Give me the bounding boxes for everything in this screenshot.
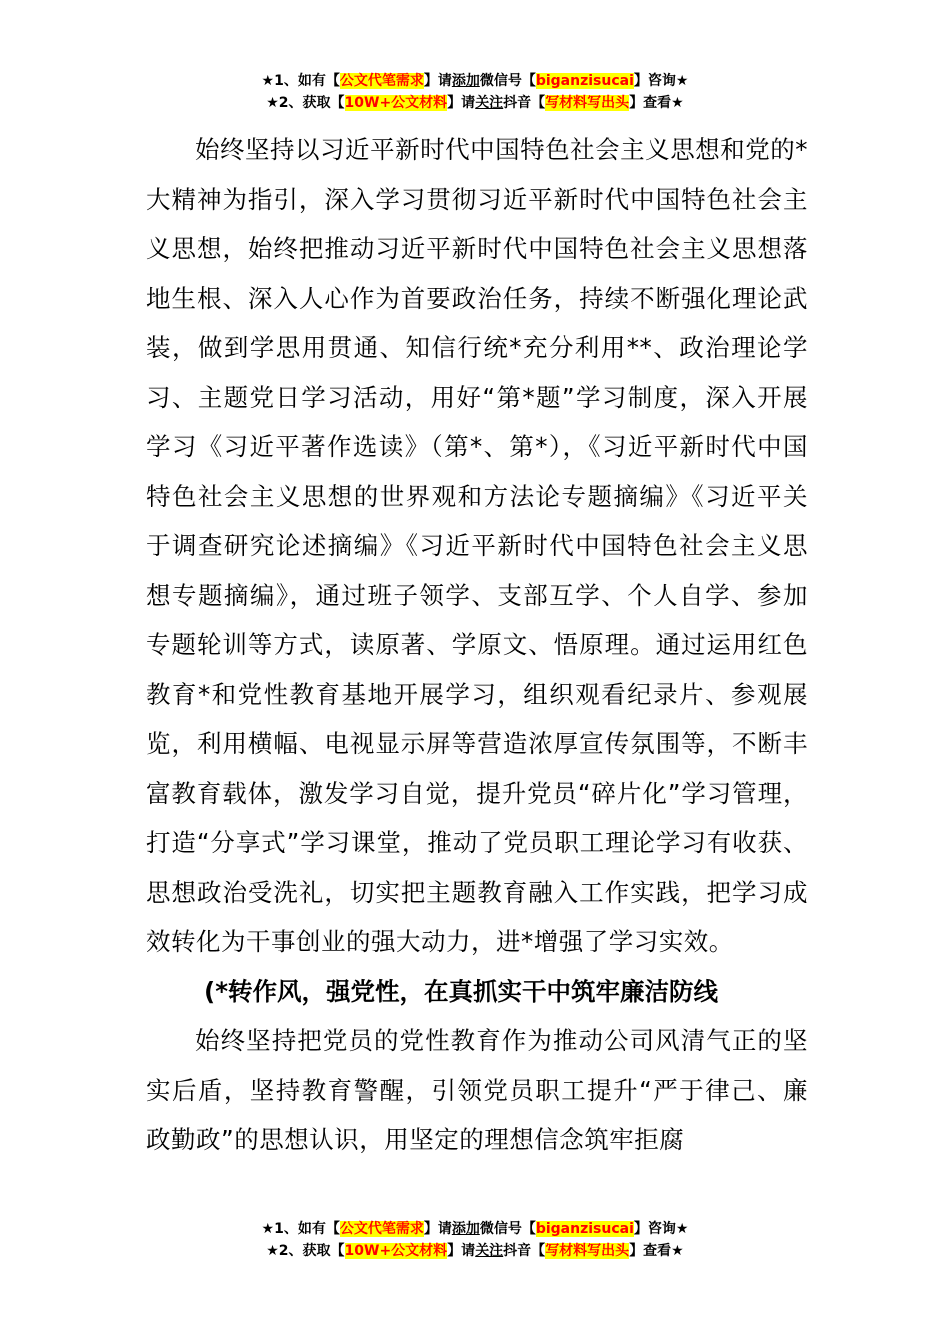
banner-text: 】请 — [447, 95, 476, 111]
banner-text: 】请 — [447, 1243, 476, 1259]
banner-highlight: 10W+公文材料 — [344, 1243, 448, 1259]
banner-highlight: 写材料写出头 — [545, 1243, 630, 1259]
banner-highlight: biganzisucai — [535, 1221, 634, 1237]
banner-underlined-text: 添加 — [451, 73, 480, 89]
footer-banner — [0, 1218, 950, 1262]
section-heading: (*转作风，强党性，在真抓实干中筑牢廉洁防线 — [204, 976, 719, 1006]
banner-text: 】查看★ — [629, 95, 684, 111]
banner-text: 抖音【 — [503, 95, 546, 111]
document-body — [146, 125, 808, 1165]
banner-highlight: 写材料写出头 — [545, 95, 630, 111]
banner-line-2 — [0, 1240, 950, 1262]
banner-line-2 — [0, 92, 950, 114]
banner-underlined-text: 关注 — [475, 1243, 504, 1259]
body-paragraph-2: 始终坚持把党员的党性教育作为推动公司风清气正的坚实后盾，坚持教育警醒，引领党员职工提升“严于律己、廉政勤政”的思想认识，用坚定的理想信念筑牢拒腐 — [146, 1026, 808, 1154]
banner-text: 】请 — [423, 1221, 452, 1237]
banner-line-1 — [0, 70, 950, 92]
banner-text: 】咨询★ — [633, 1221, 689, 1237]
banner-text: ★1、如有【 — [261, 73, 340, 89]
banner-highlight: 公文代笔需求 — [339, 1221, 424, 1237]
banner-text: 】请 — [423, 73, 452, 89]
body-paragraph-1: 始终坚持以习近平新时代中国特色社会主义思想和党的*大精神为指引，深入学习贯彻习近平新时代中国特色社会主义思想，始终把推动习近平新时代中国特色社会主义思想落地生根、深入人心作为首要政治任务，持续不断强化理论武装，做到学思用贯通、知信行统*充分利用**、政治理论学习、主题党日学习活动，用好“第*题”学习制度，深入开展学习《习近平著作选读》（第*、第*），《习近平新时代中国特色社会主义思想的世界观和方法论专题摘编》《习近平关于调查研究论述摘编》《习近平新时代中国特色社会主义思想专题摘编》，通过班子领学、支部互学、个人自学、参加专题轮训等方式，读原著、学原文、悟原理。通过运用红色教育*和党性教育基地开展学习，组织观看纪录片、参观展览，利用横幅、电视显示屏等营造浓厚宣传氛围等，不断丰富教育载体，激发学习自觉，提升党员“碎片化”学习管理，打造“分享式”学习课堂，推动了党员职工理论学习有收获、思想政治受洗礼，切实把主题教育融入工作实践，把学习成效转化为干事创业的强大动力，进*增强了学习实效。 — [146, 135, 808, 956]
banner-highlight: biganzisucai — [535, 73, 634, 89]
banner-text: 】咨询★ — [633, 73, 689, 89]
banner-line-1 — [0, 1218, 950, 1240]
banner-highlight: 10W+公文材料 — [344, 95, 448, 111]
header-banner — [0, 70, 950, 114]
banner-text: ★2、获取【 — [266, 1243, 345, 1259]
banner-underlined-text: 关注 — [475, 95, 504, 111]
banner-text: 微信号【 — [479, 73, 536, 89]
banner-text: 抖音【 — [503, 1243, 546, 1259]
banner-text: 】查看★ — [629, 1243, 684, 1259]
banner-text: ★2、获取【 — [266, 95, 345, 111]
banner-underlined-text: 添加 — [451, 1221, 480, 1237]
banner-highlight: 公文代笔需求 — [339, 73, 424, 89]
banner-text: 微信号【 — [479, 1221, 536, 1237]
banner-text: ★1、如有【 — [261, 1221, 340, 1237]
